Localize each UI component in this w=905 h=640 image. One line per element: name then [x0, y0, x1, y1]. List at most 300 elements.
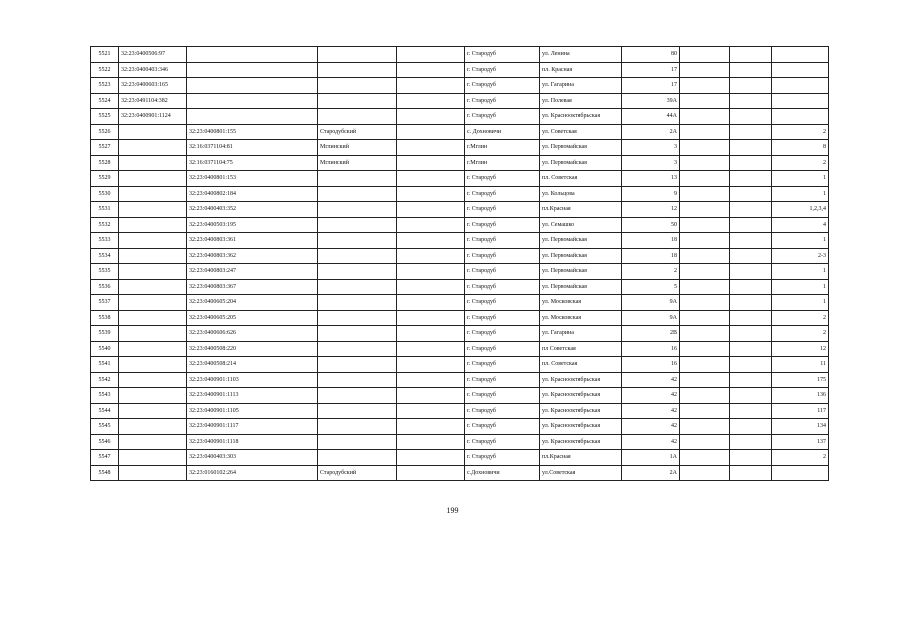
- table-row: [91, 357, 829, 373]
- cell-extra-2: [730, 202, 772, 218]
- cell-cadastral-number-b: 32:16:0371104:75: [187, 155, 318, 171]
- cell-extra-2: [730, 140, 772, 156]
- cell-unit-number: 137: [772, 434, 829, 450]
- cell-row-number: 5534: [91, 248, 119, 264]
- cell-district: [318, 93, 397, 109]
- cell-cadastral-number-a: 32:23:0400603:165: [119, 78, 187, 94]
- cell-district: [318, 186, 397, 202]
- cell-extra-1: [680, 372, 730, 388]
- cell-house-number: 2: [622, 264, 680, 280]
- cell-unit-number: 1: [772, 171, 829, 187]
- cell-cadastral-number-a: [119, 341, 187, 357]
- cell-locality-extra: [397, 419, 465, 435]
- cell-cadastral-number-a: [119, 140, 187, 156]
- cell-cadastral-number-b: [187, 93, 318, 109]
- table-row: [91, 388, 829, 404]
- cell-row-number: 5539: [91, 326, 119, 342]
- cell-house-number: 17: [622, 62, 680, 78]
- cell-district: [318, 217, 397, 233]
- cell-house-number: 16: [622, 341, 680, 357]
- cell-unit-number: 12: [772, 341, 829, 357]
- table-row: [91, 47, 829, 63]
- cell-locality-extra: [397, 140, 465, 156]
- cell-locality: г. Стародуб: [465, 403, 540, 419]
- cell-row-number: 5541: [91, 357, 119, 373]
- cell-row-number: 5525: [91, 109, 119, 125]
- cell-row-number: 5546: [91, 434, 119, 450]
- cell-street: ул. Первомайская: [540, 155, 622, 171]
- cell-extra-2: [730, 78, 772, 94]
- cell-extra-2: [730, 403, 772, 419]
- cell-unit-number: 4: [772, 217, 829, 233]
- table-row: [91, 93, 829, 109]
- cell-row-number: 5529: [91, 171, 119, 187]
- cell-street: ул. Гагарина: [540, 78, 622, 94]
- cell-cadastral-number-a: [119, 217, 187, 233]
- cell-street: ул. Первомайская: [540, 279, 622, 295]
- cell-locality: г. Стародуб: [465, 202, 540, 218]
- cell-extra-1: [680, 47, 730, 63]
- cell-cadastral-number-a: [119, 372, 187, 388]
- cell-unit-number: 1: [772, 295, 829, 311]
- cell-extra-2: [730, 434, 772, 450]
- cell-extra-2: [730, 326, 772, 342]
- cell-district: [318, 171, 397, 187]
- cell-locality-extra: [397, 233, 465, 249]
- cell-district: [318, 341, 397, 357]
- cell-locality: г. Стародуб: [465, 78, 540, 94]
- cell-street: пл.Красная: [540, 450, 622, 466]
- cell-cadastral-number-b: 32:23:0400803:247: [187, 264, 318, 280]
- cell-row-number: 5542: [91, 372, 119, 388]
- cell-house-number: 12: [622, 202, 680, 218]
- table-row: [91, 124, 829, 140]
- cell-locality: г. Стародуб: [465, 248, 540, 264]
- cell-extra-1: [680, 78, 730, 94]
- cell-house-number: 9А: [622, 295, 680, 311]
- cell-extra-2: [730, 47, 772, 63]
- data-table: [90, 46, 829, 481]
- cell-unit-number: [772, 93, 829, 109]
- cell-locality: г. Стародуб: [465, 279, 540, 295]
- cell-house-number: 1А: [622, 450, 680, 466]
- cell-extra-1: [680, 465, 730, 481]
- cell-locality-extra: [397, 47, 465, 63]
- cell-unit-number: 1: [772, 186, 829, 202]
- cell-cadastral-number-a: 32:23:0491104:382: [119, 93, 187, 109]
- cell-locality: г. Стародуб: [465, 419, 540, 435]
- cell-cadastral-number-a: [119, 310, 187, 326]
- cell-extra-1: [680, 310, 730, 326]
- cell-cadastral-number-b: 32:23:0400803:367: [187, 279, 318, 295]
- cell-extra-2: [730, 109, 772, 125]
- cell-extra-1: [680, 326, 730, 342]
- cell-locality: г. Стародуб: [465, 93, 540, 109]
- table-row: [91, 341, 829, 357]
- cell-extra-2: [730, 155, 772, 171]
- cell-house-number: 42: [622, 372, 680, 388]
- cell-locality: г. Стародуб: [465, 171, 540, 187]
- cell-row-number: 5535: [91, 264, 119, 280]
- cell-row-number: 5540: [91, 341, 119, 357]
- cell-street: ул. Московская: [540, 295, 622, 311]
- cell-cadastral-number-b: 32:23:0400605:205: [187, 310, 318, 326]
- cell-street: ул. Первомайская: [540, 233, 622, 249]
- cell-district: [318, 264, 397, 280]
- cell-street: ул. Краснооктябрьская: [540, 419, 622, 435]
- cell-locality-extra: [397, 341, 465, 357]
- cell-cadastral-number-b: 32:23:0400503:195: [187, 217, 318, 233]
- cell-district: [318, 419, 397, 435]
- table-row: [91, 186, 829, 202]
- cell-unit-number: 2: [772, 155, 829, 171]
- table-row: [91, 202, 829, 218]
- cell-locality: г. Стародуб: [465, 233, 540, 249]
- cell-cadastral-number-b: 32:23:0400901:1103: [187, 372, 318, 388]
- cell-unit-number: 2: [772, 450, 829, 466]
- cell-cadastral-number-a: [119, 465, 187, 481]
- cell-extra-2: [730, 341, 772, 357]
- table-row: [91, 372, 829, 388]
- cell-extra-1: [680, 264, 730, 280]
- cell-extra-1: [680, 450, 730, 466]
- cell-district: Стародубский: [318, 124, 397, 140]
- cell-street: ул. Краснооктябрьская: [540, 372, 622, 388]
- cell-cadastral-number-b: 32:23:0400605:204: [187, 295, 318, 311]
- cell-unit-number: 2: [772, 310, 829, 326]
- cell-cadastral-number-b: 32:23:0400508:220: [187, 341, 318, 357]
- cell-extra-1: [680, 295, 730, 311]
- cell-district: [318, 202, 397, 218]
- table-row: [91, 233, 829, 249]
- table-row: [91, 264, 829, 280]
- cell-locality-extra: [397, 372, 465, 388]
- cell-district: [318, 248, 397, 264]
- cell-extra-1: [680, 248, 730, 264]
- table-row: [91, 403, 829, 419]
- cell-locality-extra: [397, 295, 465, 311]
- cell-district: [318, 403, 397, 419]
- cell-district: [318, 450, 397, 466]
- cell-street: пл. Советская: [540, 171, 622, 187]
- cell-house-number: 5: [622, 279, 680, 295]
- cell-house-number: 3: [622, 155, 680, 171]
- cell-district: [318, 388, 397, 404]
- cell-street: пл Советская: [540, 341, 622, 357]
- cell-house-number: 9А: [622, 310, 680, 326]
- cell-unit-number: 2-3: [772, 248, 829, 264]
- cell-house-number: 2А: [622, 124, 680, 140]
- cell-unit-number: 1,2,3,4: [772, 202, 829, 218]
- cell-row-number: 5526: [91, 124, 119, 140]
- cell-district: [318, 326, 397, 342]
- cell-cadastral-number-b: 32:23:0400901:1113: [187, 388, 318, 404]
- cell-house-number: 50: [622, 217, 680, 233]
- cell-row-number: 5531: [91, 202, 119, 218]
- cell-district: Мглинский: [318, 155, 397, 171]
- cell-extra-1: [680, 155, 730, 171]
- cell-cadastral-number-b: 32:23:0400403:303: [187, 450, 318, 466]
- cell-row-number: 5547: [91, 450, 119, 466]
- cell-row-number: 5533: [91, 233, 119, 249]
- cell-street: пл. Советская: [540, 357, 622, 373]
- cell-locality-extra: [397, 109, 465, 125]
- cell-locality-extra: [397, 124, 465, 140]
- cell-extra-2: [730, 62, 772, 78]
- cell-row-number: 5523: [91, 78, 119, 94]
- cell-district: [318, 233, 397, 249]
- cell-cadastral-number-a: [119, 248, 187, 264]
- cell-cadastral-number-a: [119, 357, 187, 373]
- cell-cadastral-number-a: [119, 233, 187, 249]
- cell-district: [318, 434, 397, 450]
- cell-locality: г. Стародуб: [465, 47, 540, 63]
- cell-extra-2: [730, 217, 772, 233]
- cell-cadastral-number-a: [119, 326, 187, 342]
- cell-locality: г. Стародуб: [465, 310, 540, 326]
- cell-row-number: 5527: [91, 140, 119, 156]
- table-row: [91, 248, 829, 264]
- cell-house-number: 42: [622, 403, 680, 419]
- cell-unit-number: 2: [772, 326, 829, 342]
- cell-extra-1: [680, 140, 730, 156]
- cell-locality: г. Стародуб: [465, 217, 540, 233]
- cell-cadastral-number-a: [119, 403, 187, 419]
- cell-extra-1: [680, 93, 730, 109]
- cell-street: пл.Красная: [540, 202, 622, 218]
- table-row: [91, 62, 829, 78]
- cell-extra-2: [730, 279, 772, 295]
- cell-district: [318, 78, 397, 94]
- cell-street: ул. Семашко: [540, 217, 622, 233]
- cell-locality-extra: [397, 186, 465, 202]
- cell-row-number: 5532: [91, 217, 119, 233]
- cell-house-number: 42: [622, 388, 680, 404]
- cell-locality-extra: [397, 388, 465, 404]
- cell-locality-extra: [397, 248, 465, 264]
- cell-extra-1: [680, 388, 730, 404]
- table-body: [91, 47, 829, 481]
- cell-unit-number: 8: [772, 140, 829, 156]
- cell-locality-extra: [397, 93, 465, 109]
- cell-locality-extra: [397, 62, 465, 78]
- cell-district: Мглинский: [318, 140, 397, 156]
- table-row: [91, 419, 829, 435]
- cell-extra-1: [680, 171, 730, 187]
- cell-house-number: 18: [622, 233, 680, 249]
- cell-extra-2: [730, 388, 772, 404]
- cell-row-number: 5548: [91, 465, 119, 481]
- cell-unit-number: 134: [772, 419, 829, 435]
- cell-street: ул. Ленина: [540, 47, 622, 63]
- cell-locality-extra: [397, 326, 465, 342]
- cell-extra-2: [730, 124, 772, 140]
- cell-locality: г. Стародуб: [465, 295, 540, 311]
- cell-cadastral-number-a: [119, 186, 187, 202]
- cell-cadastral-number-b: 32:23:0400403:352: [187, 202, 318, 218]
- cell-district: [318, 357, 397, 373]
- cell-cadastral-number-b: [187, 62, 318, 78]
- table-row: [91, 78, 829, 94]
- cell-cadastral-number-a: 32:23:0400403:346: [119, 62, 187, 78]
- cell-row-number: 5524: [91, 93, 119, 109]
- cell-locality: г.Мглин: [465, 155, 540, 171]
- cell-extra-1: [680, 341, 730, 357]
- cell-extra-1: [680, 109, 730, 125]
- cell-extra-2: [730, 233, 772, 249]
- cell-locality-extra: [397, 171, 465, 187]
- cell-extra-1: [680, 403, 730, 419]
- cell-street: ул. Гагарина: [540, 326, 622, 342]
- cell-extra-1: [680, 186, 730, 202]
- cell-row-number: 5522: [91, 62, 119, 78]
- cell-cadastral-number-a: 32:23:0400901:1124: [119, 109, 187, 125]
- cell-cadastral-number-b: 32:23:0400803:362: [187, 248, 318, 264]
- cell-cadastral-number-b: 32:23:0400508:214: [187, 357, 318, 373]
- cell-extra-2: [730, 450, 772, 466]
- cell-extra-1: [680, 217, 730, 233]
- cell-unit-number: [772, 78, 829, 94]
- cell-locality: г. Стародуб: [465, 109, 540, 125]
- cell-locality: г. Стародуб: [465, 186, 540, 202]
- cell-unit-number: 1: [772, 233, 829, 249]
- table-row: [91, 450, 829, 466]
- cell-locality-extra: [397, 357, 465, 373]
- cell-cadastral-number-a: [119, 264, 187, 280]
- cell-extra-2: [730, 93, 772, 109]
- cell-cadastral-number-a: [119, 388, 187, 404]
- cell-unit-number: 1: [772, 279, 829, 295]
- cell-cadastral-number-a: [119, 124, 187, 140]
- cell-cadastral-number-b: 32:23:0400803:361: [187, 233, 318, 249]
- cell-street: ул. Первомайская: [540, 264, 622, 280]
- cell-extra-2: [730, 171, 772, 187]
- cell-locality-extra: [397, 202, 465, 218]
- cell-cadastral-number-b: [187, 109, 318, 125]
- cell-cadastral-number-b: [187, 47, 318, 63]
- cell-street: ул.Советская: [540, 465, 622, 481]
- cell-house-number: 16: [622, 357, 680, 373]
- cell-locality-extra: [397, 450, 465, 466]
- cell-cadastral-number-a: [119, 202, 187, 218]
- cell-cadastral-number-b: 32:23:0400801:153: [187, 171, 318, 187]
- cell-extra-2: [730, 310, 772, 326]
- cell-row-number: 5528: [91, 155, 119, 171]
- cell-street: ул. Краснооктябрьская: [540, 109, 622, 125]
- cell-locality: г. Стародуб: [465, 388, 540, 404]
- table-row: [91, 140, 829, 156]
- cell-row-number: 5544: [91, 403, 119, 419]
- cell-locality-extra: [397, 403, 465, 419]
- cell-street: ул. Кольцова: [540, 186, 622, 202]
- cell-locality-extra: [397, 217, 465, 233]
- cell-unit-number: [772, 465, 829, 481]
- cell-street: ул. Краснооктябрьская: [540, 434, 622, 450]
- table-row: [91, 326, 829, 342]
- cell-locality: с. Дохновичи: [465, 124, 540, 140]
- cell-locality: г. Стародуб: [465, 372, 540, 388]
- cell-extra-2: [730, 248, 772, 264]
- cell-locality: с.Дохновичи: [465, 465, 540, 481]
- cell-cadastral-number-a: 32:23:0400506:97: [119, 47, 187, 63]
- cell-locality-extra: [397, 155, 465, 171]
- cell-cadastral-number-b: 32:16:0371104:81: [187, 140, 318, 156]
- cell-house-number: 13: [622, 171, 680, 187]
- cell-house-number: 44А: [622, 109, 680, 125]
- cell-row-number: 5537: [91, 295, 119, 311]
- cell-extra-2: [730, 465, 772, 481]
- cell-house-number: 42: [622, 419, 680, 435]
- cell-street: ул. Советская: [540, 124, 622, 140]
- cell-extra-1: [680, 202, 730, 218]
- cell-street: ул. Краснооктябрьская: [540, 388, 622, 404]
- cell-house-number: 2А: [622, 465, 680, 481]
- cell-extra-1: [680, 62, 730, 78]
- cell-unit-number: [772, 62, 829, 78]
- cell-cadastral-number-a: [119, 295, 187, 311]
- cell-cadastral-number-a: [119, 434, 187, 450]
- cell-house-number: 9: [622, 186, 680, 202]
- cell-row-number: 5545: [91, 419, 119, 435]
- cell-unit-number: 175: [772, 372, 829, 388]
- cell-locality-extra: [397, 465, 465, 481]
- cell-unit-number: 1: [772, 264, 829, 280]
- cell-house-number: 3: [622, 140, 680, 156]
- cell-house-number: 42: [622, 434, 680, 450]
- cell-unit-number: 117: [772, 403, 829, 419]
- cell-street: ул. Краснооктябрьская: [540, 403, 622, 419]
- table-row: [91, 171, 829, 187]
- cell-cadastral-number-b: 32:23:0400802:184: [187, 186, 318, 202]
- cell-row-number: 5536: [91, 279, 119, 295]
- cell-unit-number: 136: [772, 388, 829, 404]
- cell-locality: г. Стародуб: [465, 450, 540, 466]
- cell-locality: г. Стародуб: [465, 434, 540, 450]
- cell-locality-extra: [397, 434, 465, 450]
- cell-cadastral-number-b: 32:23:0400901:1105: [187, 403, 318, 419]
- cell-street: ул. Первомайская: [540, 140, 622, 156]
- cell-extra-1: [680, 434, 730, 450]
- cell-extra-1: [680, 124, 730, 140]
- table-row: [91, 109, 829, 125]
- cell-row-number: 5530: [91, 186, 119, 202]
- cell-cadastral-number-a: [119, 419, 187, 435]
- cell-locality: г. Стародуб: [465, 326, 540, 342]
- cell-house-number: 18: [622, 248, 680, 264]
- cell-locality: г. Стародуб: [465, 341, 540, 357]
- cell-cadastral-number-b: 32:23:0160102:264: [187, 465, 318, 481]
- cell-district: [318, 109, 397, 125]
- cell-unit-number: [772, 47, 829, 63]
- cell-house-number: 39А: [622, 93, 680, 109]
- table-row: [91, 279, 829, 295]
- cell-unit-number: 2: [772, 124, 829, 140]
- cell-locality: г. Стародуб: [465, 62, 540, 78]
- cell-cadastral-number-b: 32:23:0400901:1118: [187, 434, 318, 450]
- cell-district: [318, 62, 397, 78]
- cell-unit-number: [772, 109, 829, 125]
- cell-locality-extra: [397, 310, 465, 326]
- cell-locality-extra: [397, 78, 465, 94]
- cell-extra-2: [730, 357, 772, 373]
- cell-row-number: 5521: [91, 47, 119, 63]
- cell-cadastral-number-a: [119, 279, 187, 295]
- cell-locality-extra: [397, 264, 465, 280]
- cell-cadastral-number-b: 32:23:0400801:155: [187, 124, 318, 140]
- cell-house-number: 2В: [622, 326, 680, 342]
- table-row: [91, 465, 829, 481]
- table-row: [91, 310, 829, 326]
